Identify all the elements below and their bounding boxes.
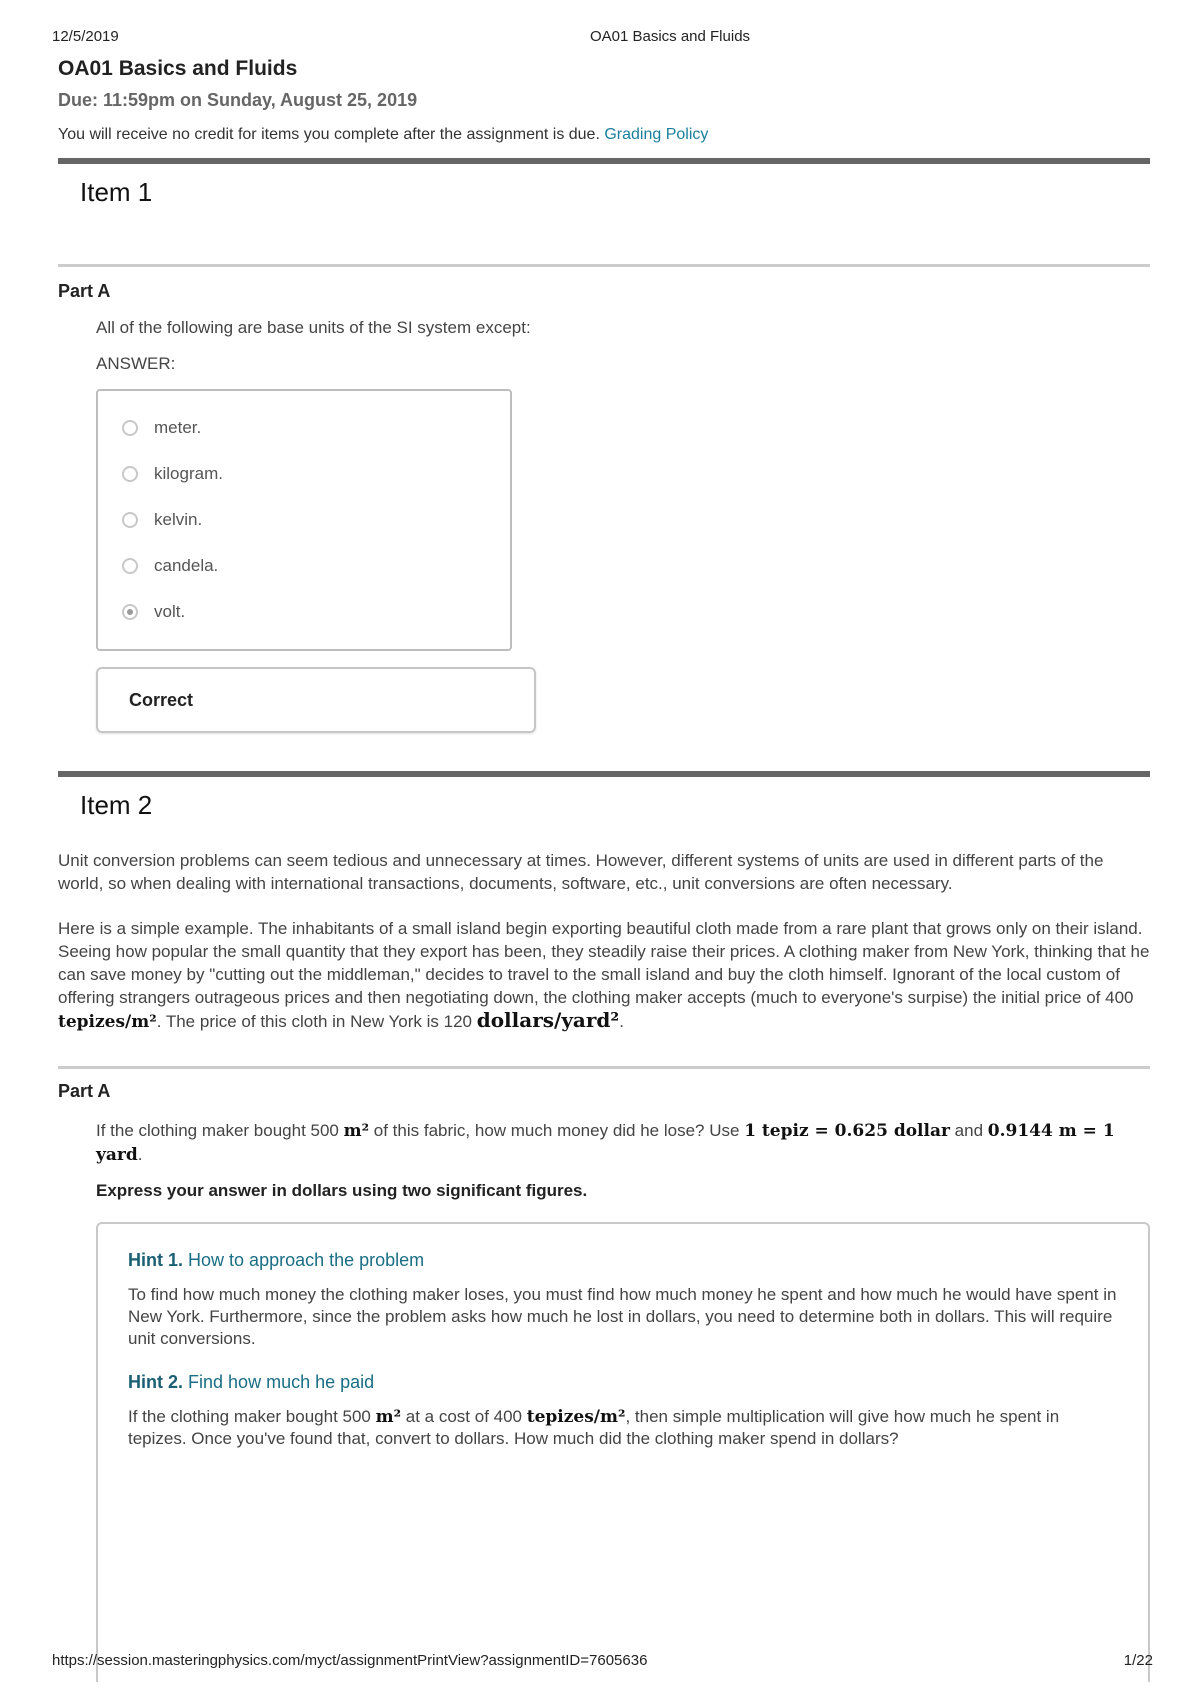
unit-dollars-per-yard2: dollars/yard² bbox=[476, 1008, 620, 1032]
hint-text: at a cost of 400 bbox=[401, 1407, 527, 1426]
print-url: https://session.masteringphysics.com/myct/assignmentPrintView?assignmentID=7605636 bbox=[52, 1652, 648, 1669]
print-date: 12/5/2019 bbox=[52, 28, 119, 45]
choice-label: meter. bbox=[154, 418, 202, 437]
item-1-title: Item 1 bbox=[80, 177, 153, 207]
radio-button[interactable] bbox=[122, 466, 138, 482]
credit-notice bbox=[58, 125, 1150, 145]
hint-1-body: To find how much money the clothing maker loses, you must find how much money he spent and how much he would have spent in New York. Furthermore, since the problem asks how much he lost in dollars, you need to determine both in dollars. This will require unit conversions. bbox=[128, 1285, 1117, 1348]
item-2-title: Item 2 bbox=[80, 790, 153, 820]
page-number: 1/22 bbox=[1123, 1652, 1153, 1669]
hint-number: Hint 1. bbox=[128, 1250, 184, 1270]
assignment-title: OA01 Basics and Fluids bbox=[58, 57, 298, 80]
answer-label: ANSWER: bbox=[96, 354, 176, 373]
answer-instruction: Express your answer in dollars using two significant figures. bbox=[96, 1181, 588, 1200]
answer-choices bbox=[96, 389, 512, 651]
conversion-tepiz-dollar: 1 tepiz = 0.625 dollar bbox=[744, 1121, 950, 1141]
unit-m2: m² bbox=[343, 1121, 370, 1141]
choice-label: volt. bbox=[154, 602, 186, 621]
radio-button[interactable] bbox=[122, 512, 138, 528]
choice-label: kilogram. bbox=[154, 464, 223, 483]
hint-number: Hint 2. bbox=[128, 1372, 184, 1392]
radio-button[interactable] bbox=[122, 558, 138, 574]
choice-candela[interactable] bbox=[98, 543, 510, 589]
result-label: Correct bbox=[129, 689, 194, 710]
story-text: . The price of this cloth in New York is 120 bbox=[156, 1012, 477, 1031]
due-date: Due: 11:59pm on Sunday, August 25, 2019 bbox=[58, 90, 418, 110]
hint-title[interactable]: Find how much he paid bbox=[188, 1372, 375, 1392]
choice-kilogram[interactable] bbox=[98, 451, 510, 497]
part-divider bbox=[58, 264, 1150, 267]
radio-button-selected[interactable] bbox=[122, 604, 138, 620]
unit-m2: m² bbox=[375, 1407, 402, 1427]
unit-tepizes-per-m2: tepizes/m² bbox=[58, 1012, 157, 1032]
choice-kelvin[interactable] bbox=[98, 497, 510, 543]
question-text: . bbox=[137, 1145, 143, 1164]
print-title: OA01 Basics and Fluids bbox=[589, 28, 751, 45]
item-2-intro: Unit conversion problems can seem tedious and unnecessary at times. However, different systems of units are used in different parts of the world, so when dealing with international transactions, documents, software, etc., unit conversions are often necessary. bbox=[58, 851, 1104, 893]
part-divider bbox=[58, 1066, 1150, 1069]
story-text: Here is a simple example. The inhabitants of a small island begin exporting beautiful cloth made from a rare plant that grows only on their island. Seeing how popular the small quantity that they export has been, they steadily raise their prices. A clothing maker from New York, thinking that he can save money by "cutting out the middleman," decides to travel to the small island and buy the cloth himself. Ignorant of the local custom of offering strangers outrageous prices and then negotiating down, the clothing maker accepts (much to everyone's surpise) the initial price of 400 bbox=[58, 919, 1150, 1007]
hint-2-header[interactable] bbox=[128, 1370, 1118, 1394]
item-divider bbox=[58, 158, 1150, 164]
credit-text: You will receive no credit for items you complete after the assignment is due. bbox=[58, 126, 600, 143]
grading-policy-link[interactable]: Grading Policy bbox=[604, 126, 709, 143]
choice-meter[interactable] bbox=[98, 405, 510, 451]
hint-text: If the clothing maker bought 500 bbox=[128, 1407, 376, 1426]
item-1-part-a-title: Part A bbox=[58, 281, 111, 301]
item-divider bbox=[58, 771, 1150, 777]
item-2-story bbox=[58, 917, 1150, 1034]
item-2-part-a-title: Part A bbox=[58, 1081, 111, 1101]
unit-tepizes-per-m2: tepizes/m² bbox=[526, 1407, 626, 1427]
question-text: of this fabric, how much money did he lose? Use bbox=[369, 1121, 745, 1140]
conversion-meter-yard: 0.9144 m = 1 yard bbox=[96, 1121, 1115, 1165]
item-2-question bbox=[96, 1119, 1150, 1167]
choice-label: candela. bbox=[154, 556, 219, 575]
item-1-question: All of the following are base units of the SI system except: bbox=[96, 318, 531, 337]
question-text: If the clothing maker bought 500 bbox=[96, 1121, 344, 1140]
hint-1-header[interactable] bbox=[128, 1248, 1118, 1272]
hint-2-body bbox=[128, 1406, 1118, 1450]
question-text: and bbox=[949, 1121, 988, 1140]
hint-text: , then simple multiplication will give how much he spent in tepizes. Once you've found that, convert to dollars. How much did the clothing maker spend in dollars? bbox=[128, 1407, 1060, 1448]
radio-button[interactable] bbox=[122, 420, 138, 436]
hint-title[interactable]: How to approach the problem bbox=[188, 1250, 425, 1270]
hints-panel bbox=[96, 1222, 1150, 1682]
story-text: . bbox=[619, 1012, 624, 1031]
choice-volt[interactable] bbox=[98, 589, 510, 635]
assignment-content bbox=[58, 56, 1150, 1682]
choice-label: kelvin. bbox=[154, 510, 203, 529]
result-feedback bbox=[96, 667, 536, 733]
